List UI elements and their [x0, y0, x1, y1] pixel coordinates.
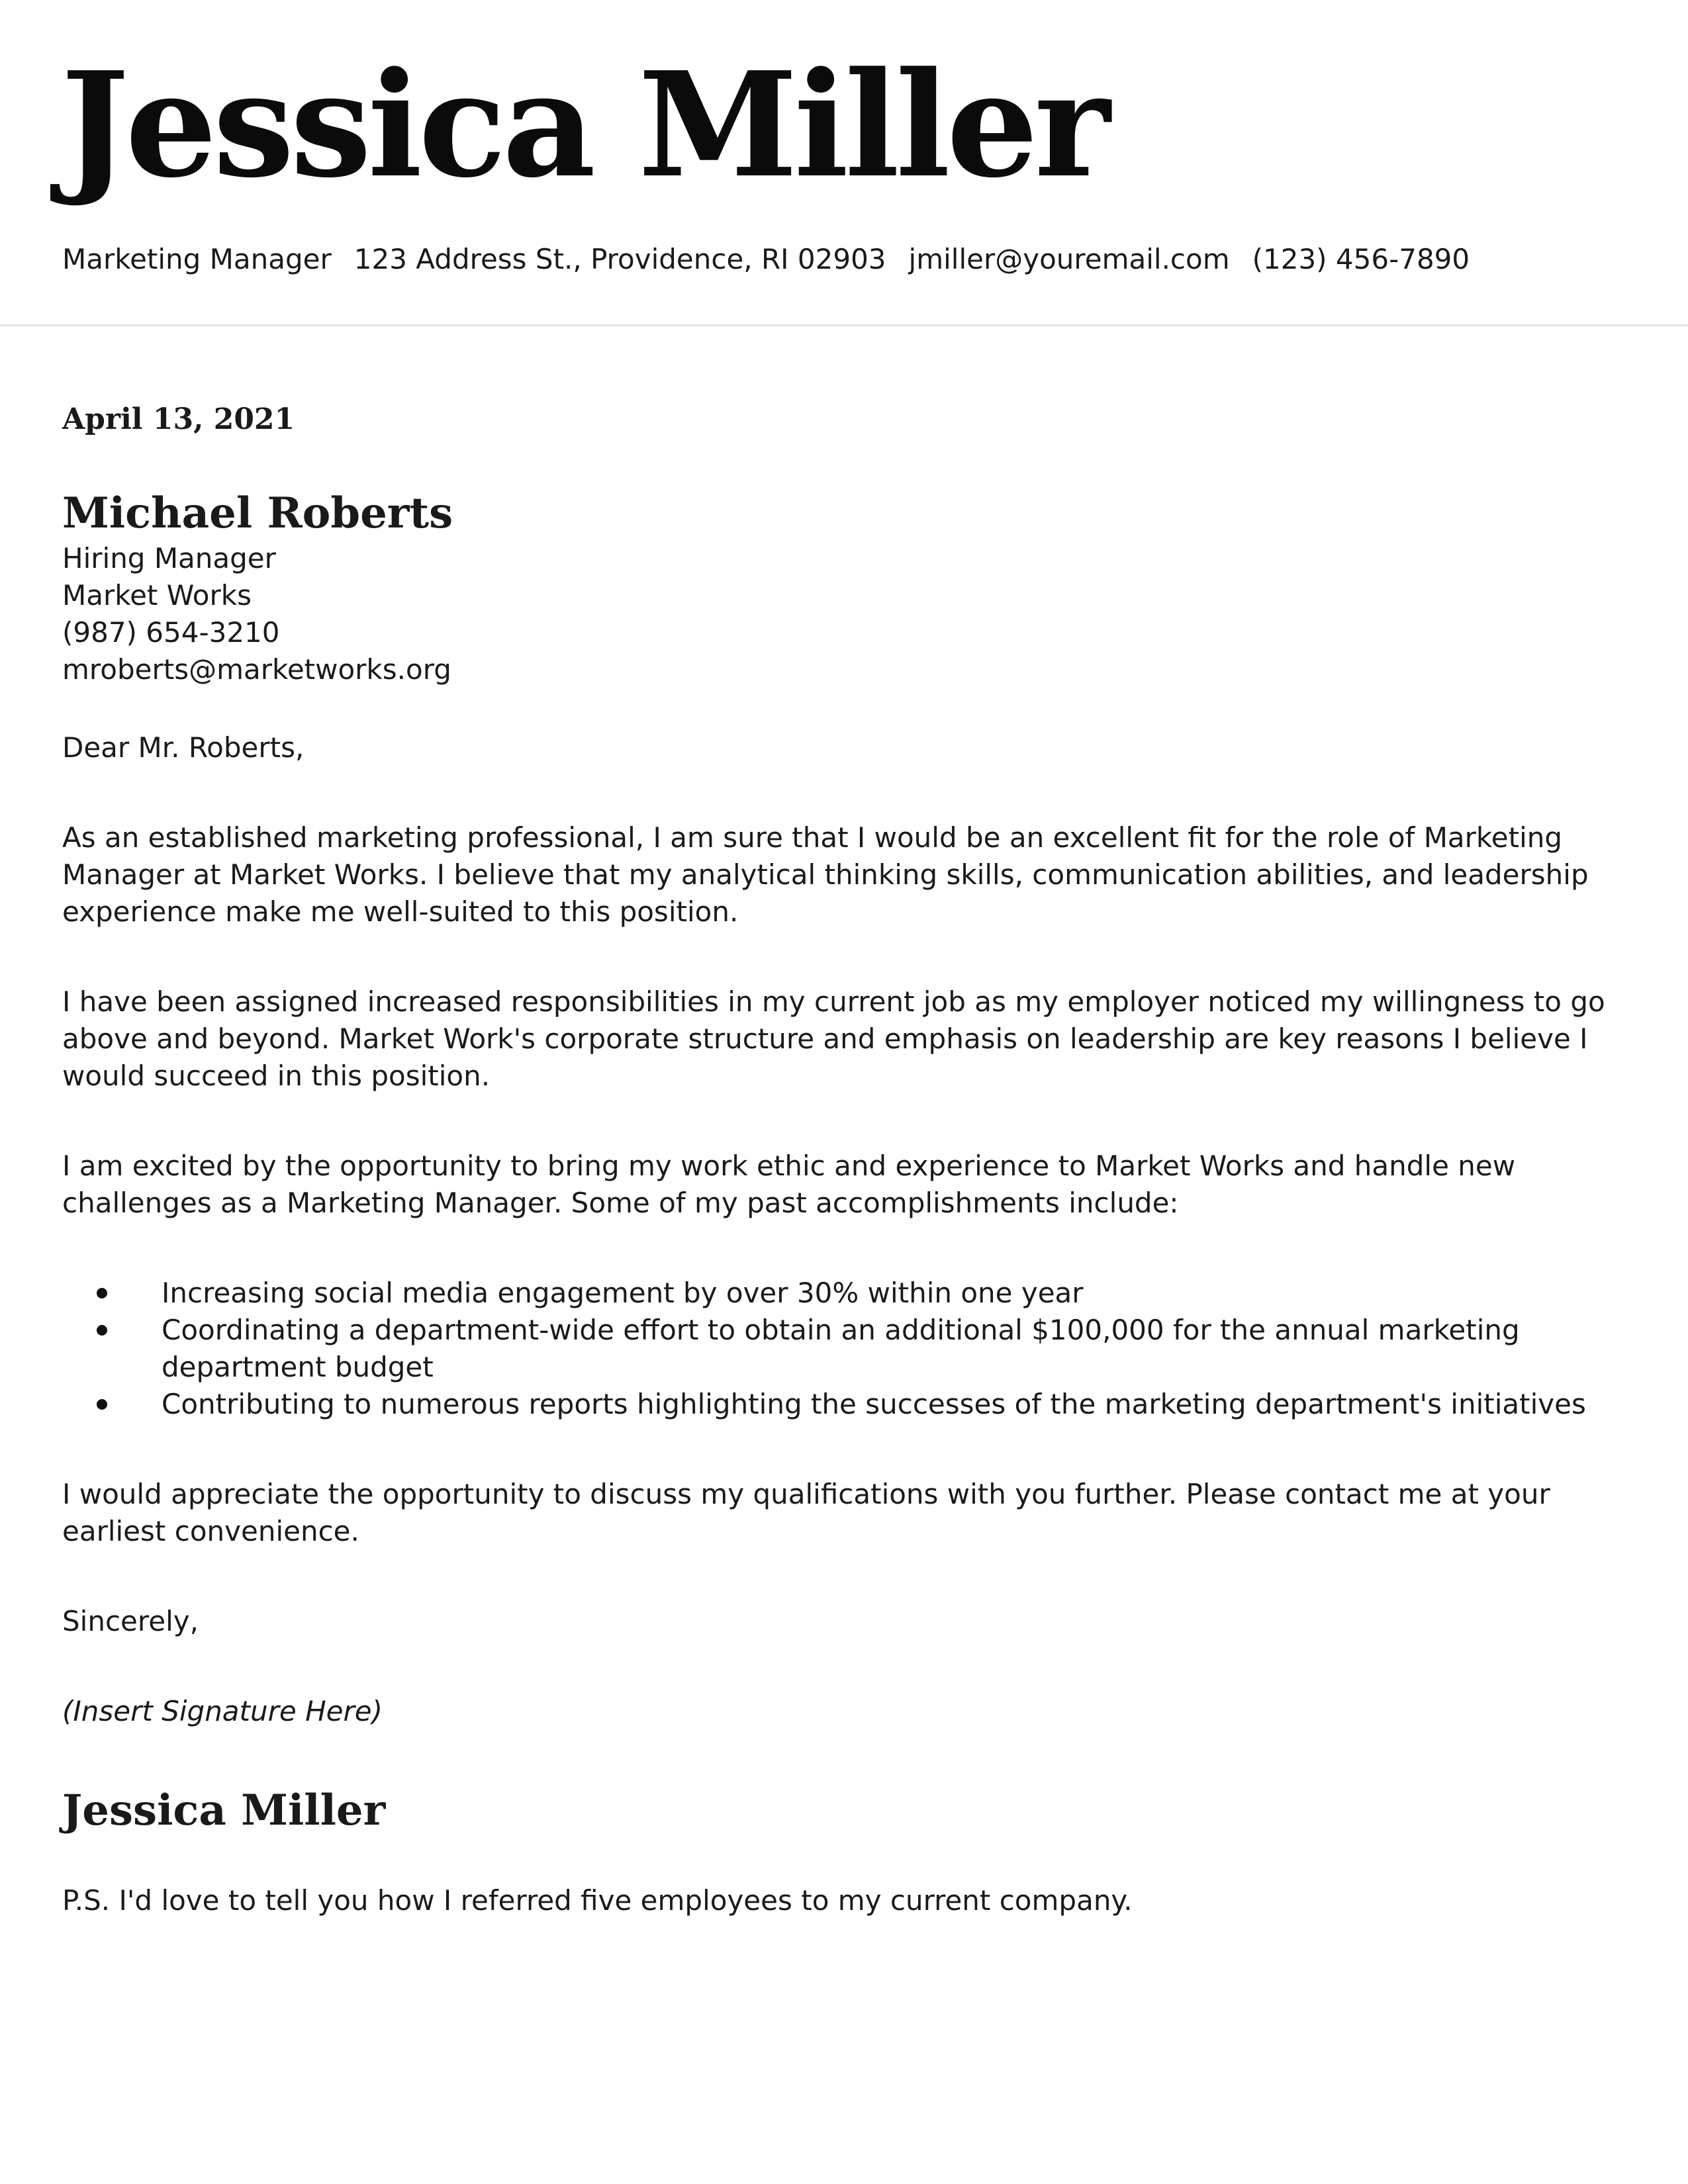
contact-info-row	[62, 240, 1470, 279]
body-paragraph: As an established marketing professional, I am sure that I would be an excellent fit for the role of Marketing Manager at Market Works. I believe that my analytical thinking skills, communication abilities, and leadership experience make me well-suited to this position.	[62, 821, 1589, 928]
recipient-title: Hiring Manager	[62, 542, 276, 574]
recipient-company: Market Works	[62, 579, 252, 612]
header-divider	[0, 324, 1688, 326]
accomplishments-list	[62, 1275, 1624, 1423]
recipient-block	[62, 487, 1624, 688]
recipient-email[interactable]: mroberts@marketworks.org	[62, 653, 451, 686]
applicant-name-heading: Jessica Miller	[61, 40, 1107, 210]
applicant-job-title: Marketing Manager	[62, 243, 332, 275]
list-item: Coordinating a department-wide effort to obtain an additional $100,000 for the annual marketing department budget	[62, 1312, 1624, 1386]
list-item: Increasing social media engagement by over 30% within one year	[62, 1275, 1624, 1312]
body-paragraph: I am excited by the opportunity to bring my work ethic and experience to Market Works and handle new challenges as a Marketing Manager. Some of my past accomplishments include:	[62, 1150, 1516, 1219]
recipient-name: Michael Roberts	[62, 488, 453, 538]
closing-paragraph: I would appreciate the opportunity to discuss my qualifications with you further. Please contact me at your earliest convenience.	[62, 1478, 1550, 1547]
applicant-phone[interactable]: (123) 456-7890	[1252, 243, 1470, 275]
postscript: P.S. I'd love to tell you how I referred five employees to my current company.	[62, 1884, 1133, 1917]
applicant-address: 123 Address St., Providence, RI 02903	[353, 243, 886, 275]
sign-off: Sincerely,	[62, 1605, 199, 1637]
letter-body	[62, 401, 1624, 1919]
body-paragraph: I have been assigned increased responsibilities in my current job as my employer noticed my willingness to go above and beyond. Market Work's corporate structure and emphasis on leadership are key reasons I believe I would succeed in this position.	[62, 985, 1605, 1092]
sender-name: Jessica Miller	[62, 1786, 386, 1835]
list-item: Contributing to numerous reports highlighting the successes of the marketing department's initiatives	[62, 1386, 1624, 1423]
applicant-email[interactable]: jmiller@youremail.com	[908, 243, 1230, 275]
signature-placeholder: (Insert Signature Here)	[62, 1695, 383, 1727]
salutation: Dear Mr. Roberts,	[62, 731, 305, 764]
letter-date: April 13, 2021	[62, 402, 295, 436]
recipient-phone[interactable]: (987) 654-3210	[62, 616, 280, 649]
